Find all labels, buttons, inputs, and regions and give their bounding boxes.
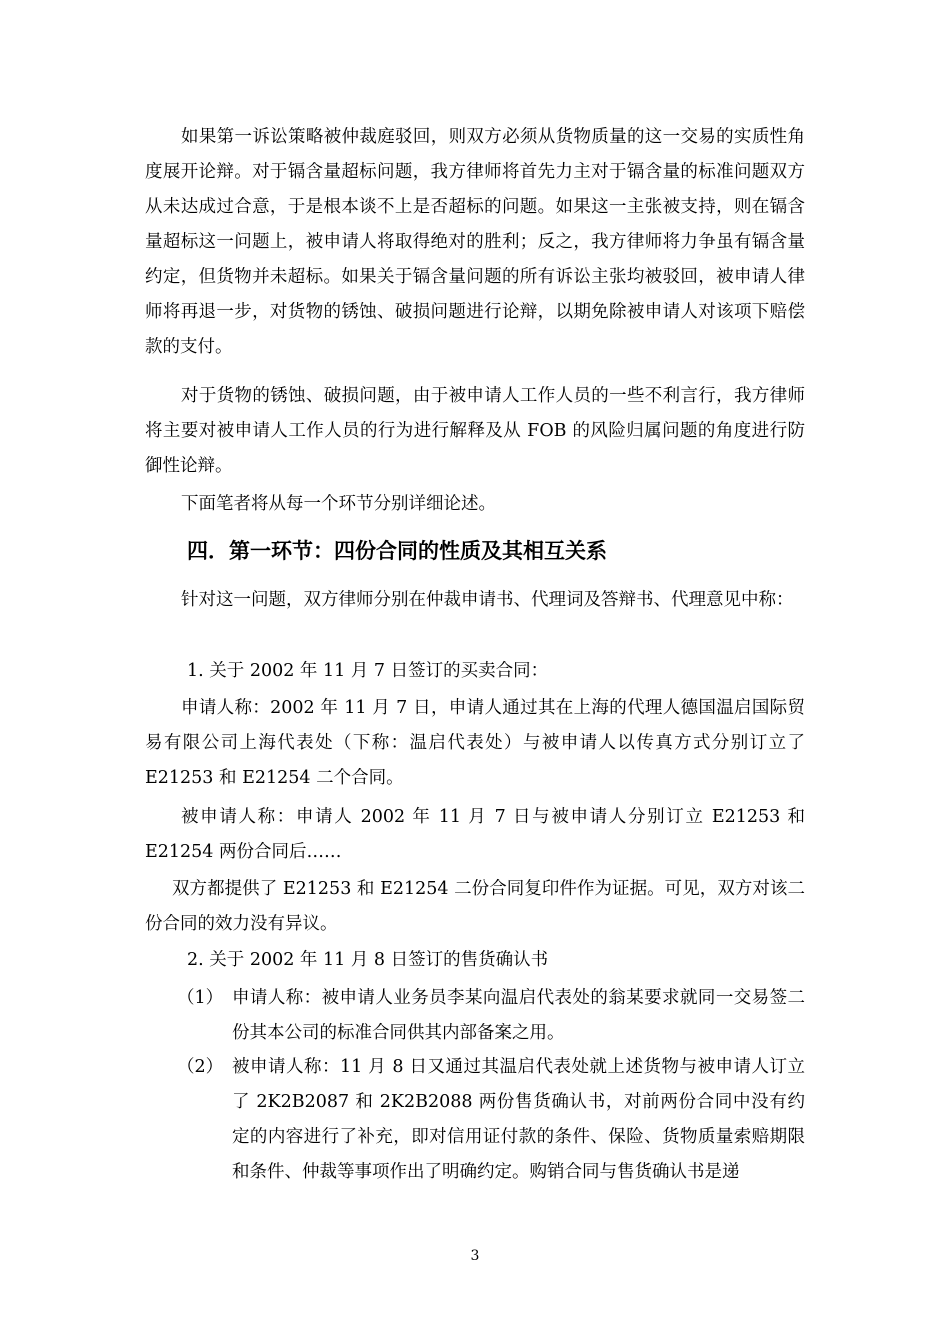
- sub-text: 申请人称：被申请人业务员李某向温启代表处的翁某要求就同一交易签二份其本公司的标准合同供其内部备案之用。: [232, 988, 805, 1043]
- item1-conclusion: 双方都提供了 E21253 和 E21254 二份合同复印件作为证据。可见，双方对该二份合同的效力没有异议。: [145, 879, 805, 934]
- item1-respondent-statement: 被申请人称：申请人 2002 年 11 月 7 日与被申请人分别订立 E21253 和 E21254 两份合同后……: [145, 807, 805, 862]
- section-heading: 四．第一环节：四份合同的性质及其相互关系: [187, 538, 607, 563]
- item2-sub-2: [145, 1050, 805, 1190]
- page-number: 3: [470, 1248, 480, 1264]
- sub-text: 被申请人称：11 月 8 日又通过其温启代表处就上述货物与被申请人订立了 2K2B2087 和 2K2B2088 两份售货确认书，对前两份合同中没有约定的内容进行了补充，即对信用证付款的条件、保险、货物质量索赔期限和条件、仲裁等事项作出了明确约定。购销合同与售货确认书是递: [232, 1057, 805, 1182]
- item2-sub-1: [145, 981, 805, 1051]
- sub-number: （2）: [177, 1057, 224, 1077]
- sub-number: （1）: [177, 988, 224, 1008]
- paragraph-strategy: 如果第一诉讼策略被仲裁庭驳回，则双方必须从货物质量的这一交易的实质性角度展开论辩。对于镉含量超标问题，我方律师将首先力主对于镉含量的标准问题双方从未达成过合意，于是根本谈不上是否超标的问题。如果这一主张被支持，则在镉含量超标这一问题上，被申请人将取得绝对的胜利；反之，我方律师将力争虽有镉含量约定，但货物并未超标。如果关于镉含量问题的所有诉讼主张均被驳回，被申请人律师将再退一步，对货物的锈蚀、破损问题进行论辩，以期免除被申请人对该项下赔偿款的支付。: [145, 127, 805, 357]
- paragraph-outline: 下面笔者将从每一个环节分别详细论述。: [181, 494, 496, 514]
- paragraph-intro: 针对这一问题，双方律师分别在仲裁申请书、代理词及答辩书、代理意见中称：: [181, 590, 794, 610]
- paragraph-rust-damage: 对于货物的锈蚀、破损问题，由于被申请人工作人员的一些不利言行，我方律师将主要对被申请人工作人员的行为进行解释及从 FOB 的风险归属问题的角度进行防御性论辩。: [145, 386, 805, 476]
- item2-title: 2. 关于 2002 年 11 月 8 日签订的售货确认书: [187, 950, 549, 970]
- item1-title: 1. 关于 2002 年 11 月 7 日签订的买卖合同：: [187, 661, 549, 681]
- item1-applicant-statement: 申请人称：2002 年 11 月 7 日，申请人通过其在上海的代理人德国温启国际贸易有限公司上海代表处（下称：温启代表处）与被申请人以传真方式分别订立了 E21253 和 E21254 二个合同。: [145, 698, 805, 788]
